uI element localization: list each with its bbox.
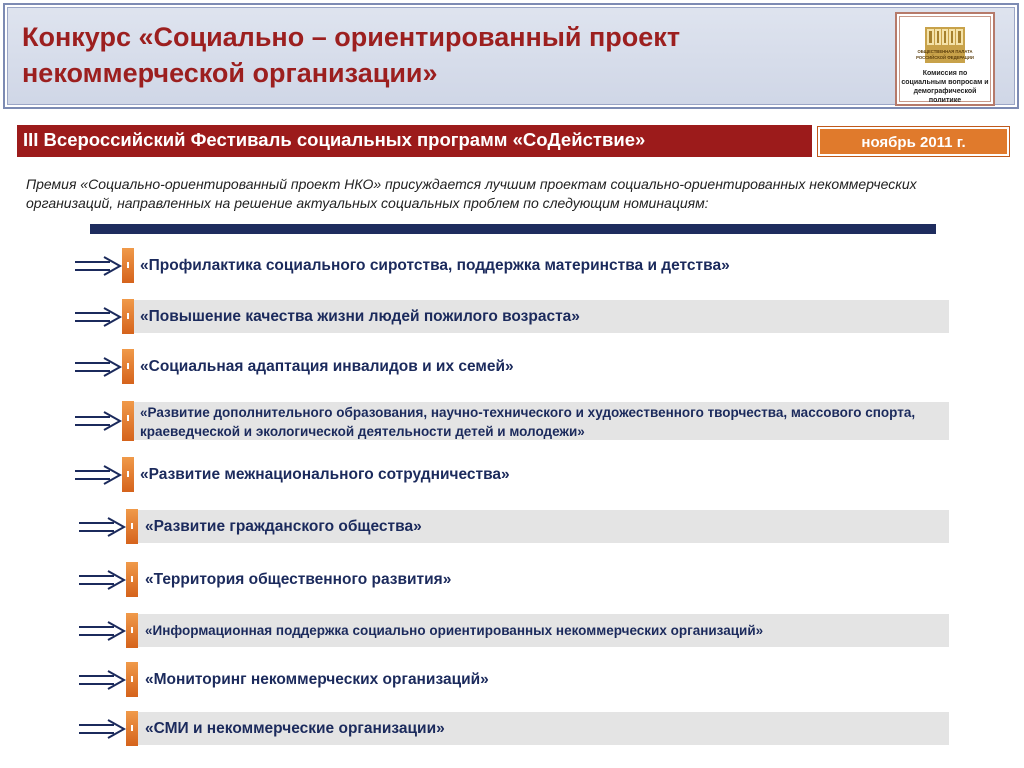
- festival-date-badge: [818, 127, 1009, 156]
- double-arrow-icon: [74, 357, 124, 377]
- double-arrow-icon: [74, 307, 124, 327]
- public-chamber-building-emblem-icon: [916, 23, 974, 67]
- nomination-label: «Территория общественного развития»: [145, 571, 452, 588]
- orange-marker: [126, 662, 138, 697]
- double-arrow-icon: [78, 570, 128, 590]
- section-divider: [90, 224, 936, 234]
- orange-marker: [122, 401, 134, 441]
- orange-marker: [126, 613, 138, 648]
- nomination-label: «Информационная поддержка социально ориентированных некоммерческих организаций»: [145, 623, 764, 638]
- slide-title-line-1: Конкурс «Социально – ориентированный проект: [22, 22, 681, 52]
- commission-caption: Комиссия по социальным вопросам и демографической политике: [901, 70, 989, 104]
- double-arrow-icon: [78, 517, 128, 537]
- nomination-label: «Развитие межнационального сотрудничества»: [140, 466, 510, 483]
- nomination-label: «Мониторинг некоммерческих организаций»: [145, 671, 489, 688]
- orange-marker: [126, 562, 138, 597]
- orange-marker: [122, 299, 134, 334]
- orange-marker: [122, 457, 134, 492]
- nomination-label: «Социальная адаптация инвалидов и их семей»: [140, 358, 514, 375]
- festival-date: ноябрь 2011 г.: [861, 134, 966, 151]
- slide-title: [22, 19, 862, 91]
- double-arrow-icon: [78, 719, 128, 739]
- double-arrow-icon: [74, 465, 124, 485]
- nomination-label: «Развитие гражданского общества»: [145, 518, 422, 535]
- nomination-label: «Повышение качества жизни людей пожилого возраста»: [140, 308, 580, 325]
- double-arrow-icon: [74, 411, 124, 431]
- orange-marker: [122, 248, 134, 283]
- intro-text: Премия «Социально-ориентированный проект НКО» присуждается лучшим проектам социально-ориентированных некоммерческих организаций, направленных на решение актуальных социальных проблем по следующим номинациям:: [26, 176, 917, 211]
- slide-header: [3, 3, 1019, 109]
- double-arrow-icon: [78, 670, 128, 690]
- emblem-text-line-2: РОССИЙСКОЙ ФЕДЕРАЦИИ: [916, 55, 974, 60]
- festival-bar: [17, 125, 812, 157]
- emblem-text-line-1: ОБЩЕСТВЕННАЯ ПАЛАТА: [917, 49, 973, 54]
- orange-marker: [126, 509, 138, 544]
- orange-marker: [126, 711, 138, 746]
- festival-title: III Всероссийский Фестиваль социальных программ «СоДействие»: [23, 129, 646, 150]
- double-arrow-icon: [78, 621, 128, 641]
- nomination-label: «Профилактика социального сиротства, поддержка материнства и детства»: [140, 257, 730, 274]
- public-chamber-logo: [895, 12, 995, 106]
- orange-marker: [122, 349, 134, 384]
- double-arrow-icon: [74, 256, 124, 276]
- nomination-label: «Развитие дополнительного образования, научно-технического и художественного творчества, массового спорта, краеведческой и экологической деятельности детей и молодежи»: [140, 405, 916, 439]
- slide-title-line-2: некоммерческой организации»: [22, 58, 438, 88]
- nomination-label: «СМИ и некоммерческие организации»: [145, 720, 445, 737]
